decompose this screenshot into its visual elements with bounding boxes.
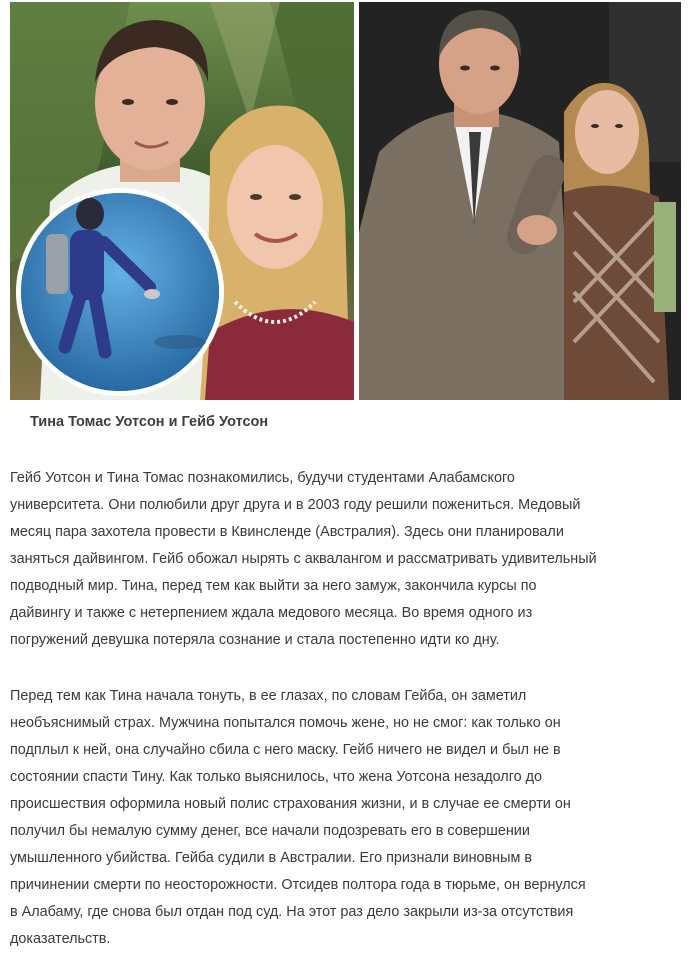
paragraph-line: получил бы немалую сумму денег, все начали подозревать его в совершении [10, 823, 530, 839]
article-paragraph-2 [10, 683, 682, 953]
photo-caption: Тина Томас Уотсон и Гейб Уотсон [30, 414, 269, 430]
paragraph-line: месяц пара захотела провести в Квинсленде (Австралия). Здесь они планировали [10, 524, 564, 540]
paragraph-line: причинении смерти по неосторожности. Отсидев полтора года в тюрьме, он вернулся [10, 877, 586, 893]
paragraph-line: подводный мир. Тина, перед тем как выйти за него замуж, закончила курсы по [10, 578, 537, 594]
couple-walking-image [359, 2, 681, 400]
couple-photo-left [10, 2, 354, 400]
paragraph-line: происшествия оформила новый полис страхования жизни, и в случае ее смерти он [10, 796, 571, 812]
photo-row [0, 0, 690, 402]
paragraph-line: Перед тем как Тина начала тонуть, в ее глазах, по словам Гейба, он заметил [10, 688, 527, 704]
paragraph-line: в Алабаму, где снова был отдан под суд. На этот раз дело закрыли из-за отсутствия [10, 904, 574, 920]
couple-photo-right [359, 2, 681, 400]
paragraph-line: университета. Они полюбили друг друга и в 2003 году решили пожениться. Медовый [10, 497, 581, 513]
paragraph-line: состоянии спасти Тину. Как только выяснилось, что жена Уотсона незадолго до [10, 769, 543, 785]
paragraph-line: Гейб Уотсон и Тина Томас познакомились, будучи студентами Алабамского [10, 470, 515, 486]
paragraph-line: заняться дайвингом. Гейб обожал нырять с аквалангом и рассматривать удивительный [10, 551, 597, 567]
couple-portrait-image [10, 2, 354, 400]
paragraph-line: умышленного убийства. Гейба судили в Австралии. Его признали виновным в [10, 850, 533, 866]
article-paragraph-1 [10, 465, 682, 654]
paragraph-line: подплыл к ней, она случайно сбила с него маску. Гейб ничего не видел и был не в [10, 742, 561, 758]
paragraph-line: дайвингу и также с нетерпением ждала медового месяца. Во время одного из [10, 605, 533, 621]
paragraph-line: доказательств. [10, 931, 111, 947]
paragraph-line: необъяснимый страх. Мужчина попытался помочь жене, но не смог: как только он [10, 715, 561, 731]
paragraph-line: погружений девушка потеряла сознание и стала постепенно идти ко дну. [10, 632, 500, 648]
